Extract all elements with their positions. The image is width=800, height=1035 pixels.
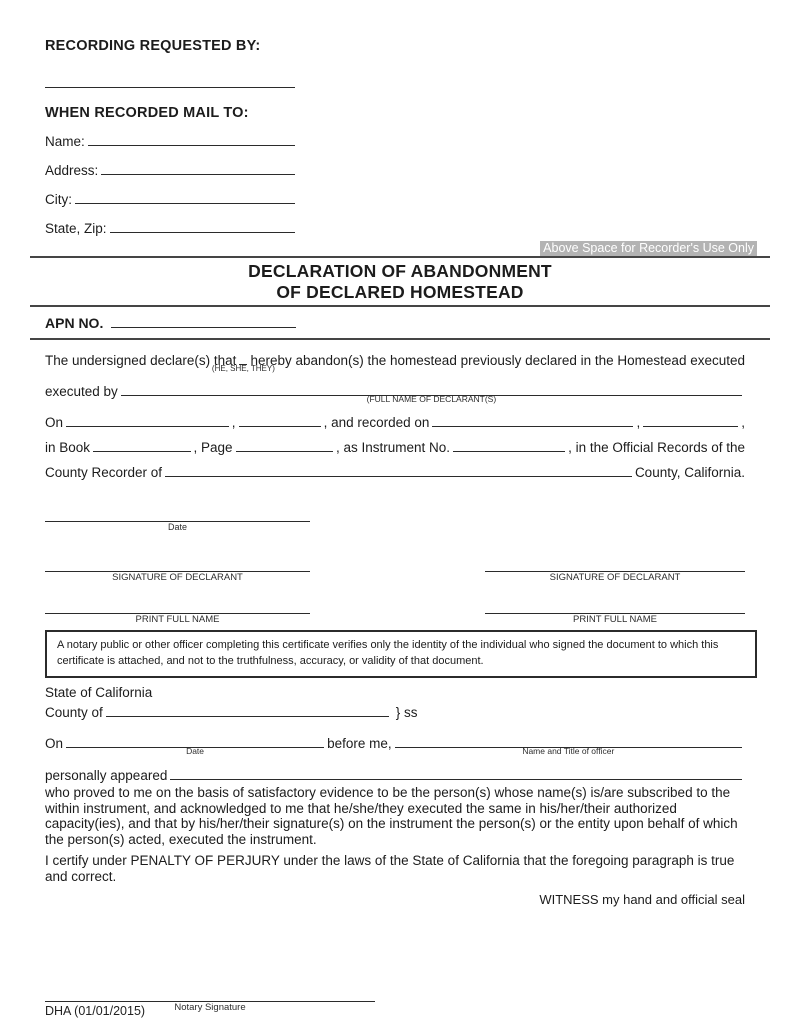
ack-date-hint: Date <box>186 746 205 756</box>
declaration-line-2 <box>45 382 745 404</box>
before-me-label: before me, <box>327 736 392 751</box>
signature-column-right <box>485 571 745 583</box>
personally-appeared-row <box>0 766 800 784</box>
witness-line: WITNESS my hand and official seal <box>539 892 745 907</box>
county-california-label: County, California. <box>634 465 745 480</box>
city-label: City: <box>45 192 72 207</box>
declaration-line-5 <box>45 463 745 481</box>
name-label: Name: <box>45 134 85 149</box>
book-blank[interactable] <box>93 438 190 452</box>
officer-hint: Name and Title of officer <box>522 746 615 756</box>
document-title-line2: OF DECLARED HOMESTEAD <box>276 282 524 302</box>
ss-label: } ss <box>395 705 418 720</box>
recording-requested-by-blank[interactable] <box>45 87 295 88</box>
county-row <box>45 703 745 721</box>
county-blank[interactable] <box>106 703 389 717</box>
print-name-row <box>0 613 800 625</box>
notary-signature-label: Notary Signature <box>174 1002 246 1013</box>
acknowledgment-date-row <box>0 734 800 756</box>
document-title-line1: DECLARATION OF ABANDONMENT <box>248 261 552 281</box>
signature-row <box>0 571 800 583</box>
in-book-label: in Book <box>45 440 91 455</box>
print-full-name-label: PRINT FULL NAME <box>573 614 657 625</box>
executed-date-blank[interactable] <box>66 413 229 427</box>
ack-date-blank[interactable] <box>66 734 324 756</box>
venue-block <box>0 685 800 721</box>
state-zip-blank[interactable] <box>110 219 295 233</box>
county-of-label: County of <box>45 705 103 720</box>
recorded-date-blank[interactable] <box>432 413 633 427</box>
apn-label: APN NO. <box>45 315 104 331</box>
personally-appeared-blank[interactable] <box>170 766 742 780</box>
on-label: On <box>45 415 64 430</box>
personally-appeared-label: personally appeared <box>45 768 168 783</box>
print-name-column-left <box>45 613 310 625</box>
recorder-header-block <box>0 0 800 237</box>
recorded-on-label: , and recorded on <box>323 415 430 430</box>
recording-requested-by-label: RECORDING REQUESTED BY: <box>45 38 261 54</box>
address-blank[interactable] <box>101 161 295 175</box>
city-blank[interactable] <box>75 190 295 204</box>
signature-column-left <box>45 571 310 583</box>
name-blank[interactable] <box>88 132 295 146</box>
acknowledgment-paragraph: who proved to me on the basis of satisfactory evidence to be the person(s) whose name(s) is/are subscribed to the within instrument, and acknowledged to me that he/she/they executed the same in his/her/their authorized capacity(ies), and that by his/her/their signature(s) on the instrument the person(s) or the entity upon behalf of which the person(s) acted, executed the instrument. <box>45 785 738 847</box>
print-name-column-right <box>485 613 745 625</box>
comma: , <box>231 415 236 430</box>
ack-on-label: On <box>45 736 64 751</box>
pronoun-hint: (HE, SHE, THEY) <box>211 364 275 373</box>
date-line-block <box>45 521 310 533</box>
signature-of-declarant-label: SIGNATURE OF DECLARANT <box>549 572 681 583</box>
declaration-line-1 <box>45 351 745 373</box>
instrument-no-label: , as Instrument No. <box>336 440 451 455</box>
declaration-section <box>0 340 800 481</box>
declaration-line-3 <box>45 413 745 431</box>
recorder-space-badge: Above Space for Recorder's Use Only <box>540 241 757 256</box>
date-label: Date <box>167 522 187 532</box>
address-label: Address: <box>45 163 99 178</box>
signature-of-declarant-label: SIGNATURE OF DECLARANT <box>112 572 243 583</box>
perjury-statement: I certify under PENALTY OF PERJURY under the laws of the State of California that the foregoing paragraph is true and correct. <box>45 853 735 884</box>
comma: , <box>636 415 641 430</box>
document-footer: DHA (01/01/2015) <box>45 1004 146 1018</box>
declaration-line1-text: The undersigned declare(s) that <box>45 353 237 368</box>
comma: , <box>741 415 745 430</box>
county-recorder-label: County Recorder of <box>45 465 163 480</box>
declarant-name-blank[interactable] <box>121 382 742 404</box>
recorded-year-blank[interactable] <box>643 413 738 427</box>
notary-notice-text: A notary public or other officer completing this certificate verifies only the identity of the individual who signed the document to which this certificate is attached, and not to the truthfulness, accuracy, or validity of that document. <box>57 639 719 667</box>
when-recorded-mail-to-label: WHEN RECORDED MAIL TO: <box>45 105 249 121</box>
document-title <box>0 261 800 303</box>
pronoun-blank[interactable] <box>211 351 275 373</box>
page-label: , Page <box>193 440 233 455</box>
print-full-name-label: PRINT FULL NAME <box>135 614 220 625</box>
state-zip-label: State, Zip: <box>45 221 107 236</box>
instrument-no-blank[interactable] <box>453 438 565 452</box>
declaration-line-4 <box>45 438 745 456</box>
executed-by-label: executed by <box>45 384 118 399</box>
page-blank[interactable] <box>236 438 333 452</box>
executed-year-blank[interactable] <box>239 413 321 427</box>
officer-blank[interactable] <box>395 734 742 756</box>
declarant-name-hint: (FULL NAME OF DECLARANT(S) <box>366 394 497 404</box>
county-recorder-blank[interactable] <box>165 463 632 477</box>
apn-blank[interactable] <box>111 314 296 328</box>
rule-top <box>30 256 770 258</box>
state-of-california-label: State of California <box>45 685 153 700</box>
official-records-label: , in the Official Records of the <box>568 440 745 455</box>
notary-notice-box <box>45 630 757 678</box>
declaration-line1-continuation: hereby abandon(s) the homestead previously declared in the Homestead executed <box>250 353 745 368</box>
